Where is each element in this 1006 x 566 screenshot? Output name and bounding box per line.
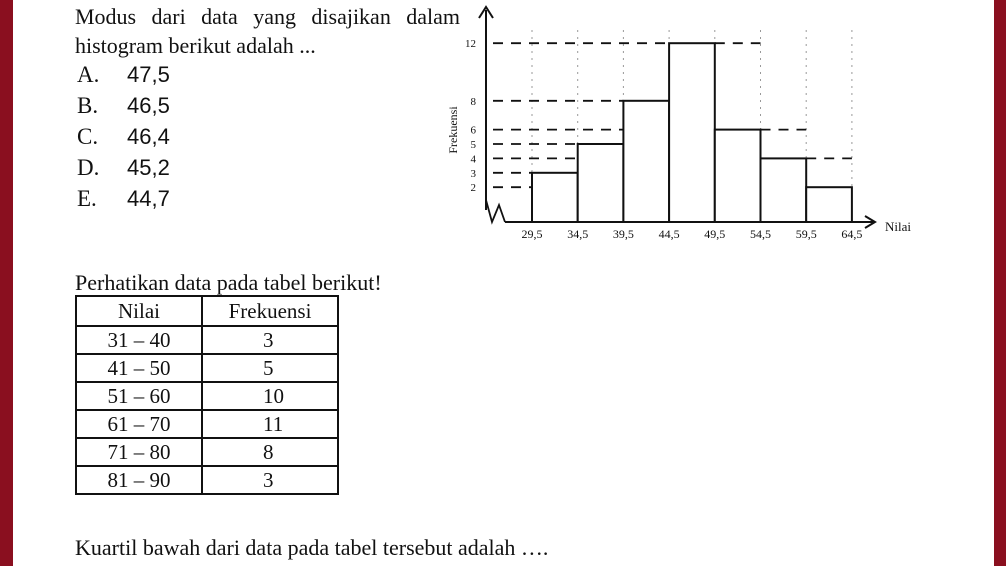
y-tick-label: 4 [470, 153, 476, 166]
y-tick-label: 5 [470, 139, 476, 151]
histogram-bars [532, 43, 852, 222]
x-tick-label: 59,5 [795, 227, 817, 241]
cell-nilai: 71 – 80 [76, 438, 202, 466]
table-header-row [76, 296, 338, 326]
column-header-frekuensi: Frekuensi [202, 296, 338, 326]
cell-nilai: 61 – 70 [76, 410, 202, 438]
histogram-bar [623, 101, 669, 222]
worksheet-page [13, 0, 994, 566]
table-row [76, 438, 338, 466]
question-2-prompt: Kuartil bawah dari data pada tabel tersebut adalah …. [75, 535, 549, 560]
y-tick-labels [465, 38, 477, 194]
cell-frekuensi: 3 [202, 326, 338, 354]
frequency-histogram [13, 0, 994, 260]
cell-frekuensi: 3 [202, 466, 338, 494]
cell-frekuensi: 10 [202, 382, 338, 410]
cell-frekuensi: 11 [202, 410, 338, 438]
option-value: 46,4 [127, 124, 170, 149]
y-tick-label: 3 [470, 167, 476, 180]
question-1-text: Modus dari data yang disajikan dalam histogram berikut adalah ... [75, 4, 460, 58]
table-row [76, 354, 338, 382]
axis-break-mark [486, 200, 505, 222]
x-tick-label: 44,5 [658, 227, 680, 241]
histogram-bar [806, 187, 852, 222]
x-tick-labels [522, 227, 863, 241]
frequency-table [75, 295, 339, 495]
cell-frekuensi: 5 [202, 354, 338, 382]
option-letter: C. [77, 124, 99, 149]
option-letter: B. [77, 93, 99, 118]
cell-frekuensi: 8 [202, 438, 338, 466]
cell-nilai: 81 – 90 [76, 466, 202, 494]
histogram-bar [578, 144, 624, 222]
y-tick-label: 6 [470, 124, 476, 137]
question-2-intro: Perhatikan data pada tabel berikut! [75, 270, 382, 295]
y-tick-label: 8 [470, 95, 476, 108]
table-row [76, 410, 338, 438]
column-header-nilai: Nilai [76, 296, 202, 326]
y-tick-label: 12 [465, 38, 476, 51]
option-value: 46,5 [127, 93, 170, 118]
option-value: 44,7 [127, 186, 170, 211]
x-tick-label: 34,5 [567, 227, 589, 241]
x-tick-label: 49,5 [704, 227, 726, 241]
cell-nilai: 51 – 60 [76, 382, 202, 410]
histogram-bar [669, 43, 715, 222]
option-letter: D. [77, 155, 100, 180]
x-tick-label: 64,5 [841, 227, 863, 241]
histogram-bar [715, 130, 761, 222]
option-value: 45,2 [127, 155, 170, 180]
histogram-bar [761, 158, 807, 222]
x-tick-label: 54,5 [750, 227, 771, 241]
cell-nilai: 31 – 40 [76, 326, 202, 354]
y-tick-label: 2 [470, 182, 476, 195]
table-row [76, 466, 338, 494]
x-tick-label: 39,5 [612, 227, 634, 241]
x-axis-label: Nilai [885, 219, 911, 234]
option-letter: A. [77, 62, 100, 87]
table-row [76, 382, 338, 410]
histogram-bar [532, 173, 578, 222]
option-letter: E. [77, 186, 97, 211]
option-value: 47,5 [127, 62, 170, 87]
table-row [76, 326, 338, 354]
y-axis-label: Frekuensi [446, 106, 460, 154]
cell-nilai: 41 – 50 [76, 354, 202, 382]
x-tick-label: 29,5 [521, 227, 543, 241]
